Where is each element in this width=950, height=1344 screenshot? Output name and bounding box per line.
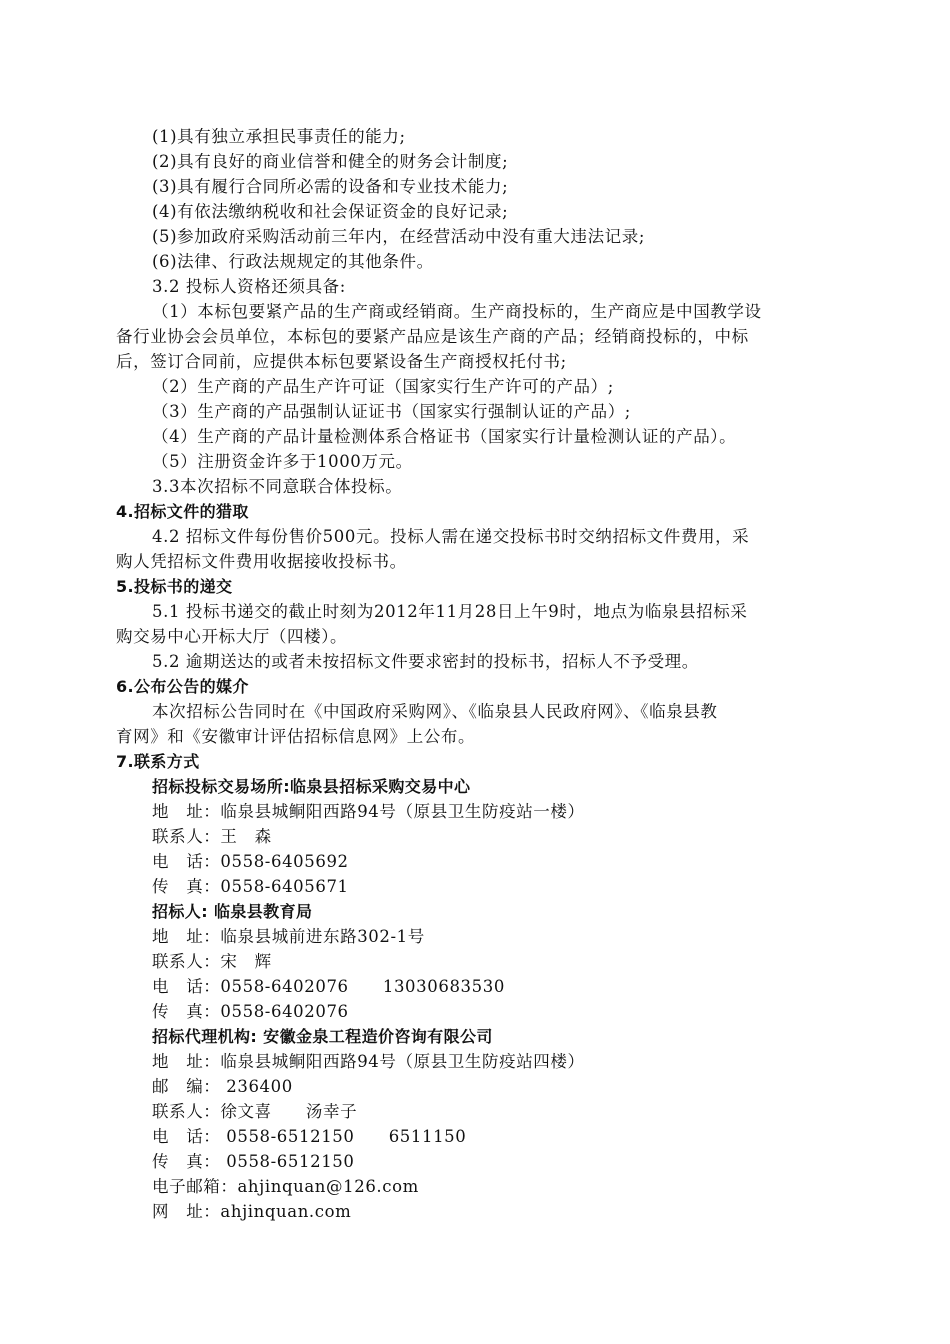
tenderer-address: 地 址：临泉县城前进东路302-1号: [152, 927, 425, 946]
agency-fax: 传 真： 0558-6512150: [152, 1152, 355, 1171]
section-5-heading: 5.投标书的递交: [116, 577, 233, 596]
section-6-line-1: 本次招标公告同时在《中国政府采购网》、《临泉县人民政府网》、《临泉县教: [152, 702, 718, 721]
venue-heading: 招标投标交易场所:临泉县招标采购交易中心: [152, 777, 471, 796]
qualification-item-6: (6)法律、行政法规规定的其他条件。: [152, 252, 434, 271]
tenderer-contact: 联系人：宋 辉: [152, 952, 272, 971]
section-5-1-line-1: 5.1 投标书递交的截止时刻为2012年11月28日上午9时，地点为临泉县招标采: [152, 602, 748, 621]
agency-email: 电子邮箱：ahjinquan@126.com: [152, 1177, 419, 1196]
qualification-item-4: (4)有依法缴纳税收和社会保证资金的良好记录;: [152, 202, 509, 221]
agency-address: 地 址：临泉县城鲖阳西路94号（原县卫生防疫站四楼）: [152, 1052, 585, 1071]
requirement-4: （4）生产商的产品计量检测体系合格证书（国家实行计量检测认证的产品）。: [152, 427, 737, 446]
qualification-item-1: (1)具有独立承担民事责任的能力;: [152, 127, 406, 146]
section-4-heading: 4.招标文件的猎取: [116, 502, 249, 521]
tenderer-phone: 电 话：0558-6402076 13030683530: [152, 977, 505, 996]
section-4-2-line-1: 4.2 招标文件每份售价500元。投标人需在递交投标书时交纳招标文件费用，采: [152, 527, 750, 546]
section-5-2: 5.2 逾期送达的或者未按招标文件要求密封的投标书，招标人不予受理。: [152, 652, 699, 671]
qualification-item-5: (5)参加政府采购活动前三年内，在经营活动中没有重大违法记录;: [152, 227, 646, 246]
qualification-item-3: (3)具有履行合同所必需的设备和专业技术能力;: [152, 177, 509, 196]
requirement-1-line-2: 备行业协会会员单位，本标包的要紧产品应是该生产商的产品；经销商投标的，中标: [116, 327, 749, 346]
venue-contact: 联系人：王 森: [152, 827, 272, 846]
agency-website: 网 址：ahjinquan.com: [152, 1202, 352, 1221]
section-4-2-line-2: 购人凭招标文件费用收据接收投标书。: [116, 552, 407, 571]
agency-heading: 招标代理机构: 安徽金泉工程造价咨询有限公司: [152, 1027, 493, 1046]
venue-address: 地 址：临泉县城鲖阳西路94号（原县卫生防疫站一楼）: [152, 802, 585, 821]
agency-contact: 联系人：徐文喜 汤幸子: [152, 1102, 358, 1121]
requirement-5: （5）注册资金许多于1000万元。: [152, 452, 413, 471]
section-6-line-2: 育网》和《安徽审计评估招标信息网》上公布。: [116, 727, 476, 746]
requirement-3: （3）生产商的产品强制认证证书（国家实行强制认证的产品）;: [152, 402, 631, 421]
agency-postcode: 邮 编： 236400: [152, 1077, 293, 1096]
agency-phone: 电 话： 0558-6512150 6511150: [152, 1127, 467, 1146]
venue-fax: 传 真：0558-6405671: [152, 877, 349, 896]
section-5-1-line-2: 购交易中心开标大厅（四楼）。: [116, 627, 348, 646]
requirement-2: （2）生产商的产品生产许可证（国家实行生产许可的产品）;: [152, 377, 614, 396]
section-3-3: 3.3本次招标不同意联合体投标。: [152, 477, 403, 496]
section-7-heading: 7.联系方式: [116, 752, 200, 771]
section-6-heading: 6.公布公告的媒介: [116, 677, 249, 696]
tenderer-heading: 招标人: 临泉县教育局: [152, 902, 313, 921]
tenderer-fax: 传 真：0558-6402076: [152, 1002, 349, 1021]
section-3-2-heading: 3.2 投标人资格还须具备:: [152, 277, 346, 296]
venue-phone: 电 话：0558-6405692: [152, 852, 349, 871]
qualification-item-2: (2)具有良好的商业信誉和健全的财务会计制度;: [152, 152, 509, 171]
requirement-1-line-1: （1）本标包要紧产品的生产商或经销商。生产商投标的，生产商应是中国教学设: [152, 302, 762, 321]
requirement-1-line-3: 后，签订合同前，应提供本标包要紧设备生产商授权托付书;: [116, 352, 567, 371]
